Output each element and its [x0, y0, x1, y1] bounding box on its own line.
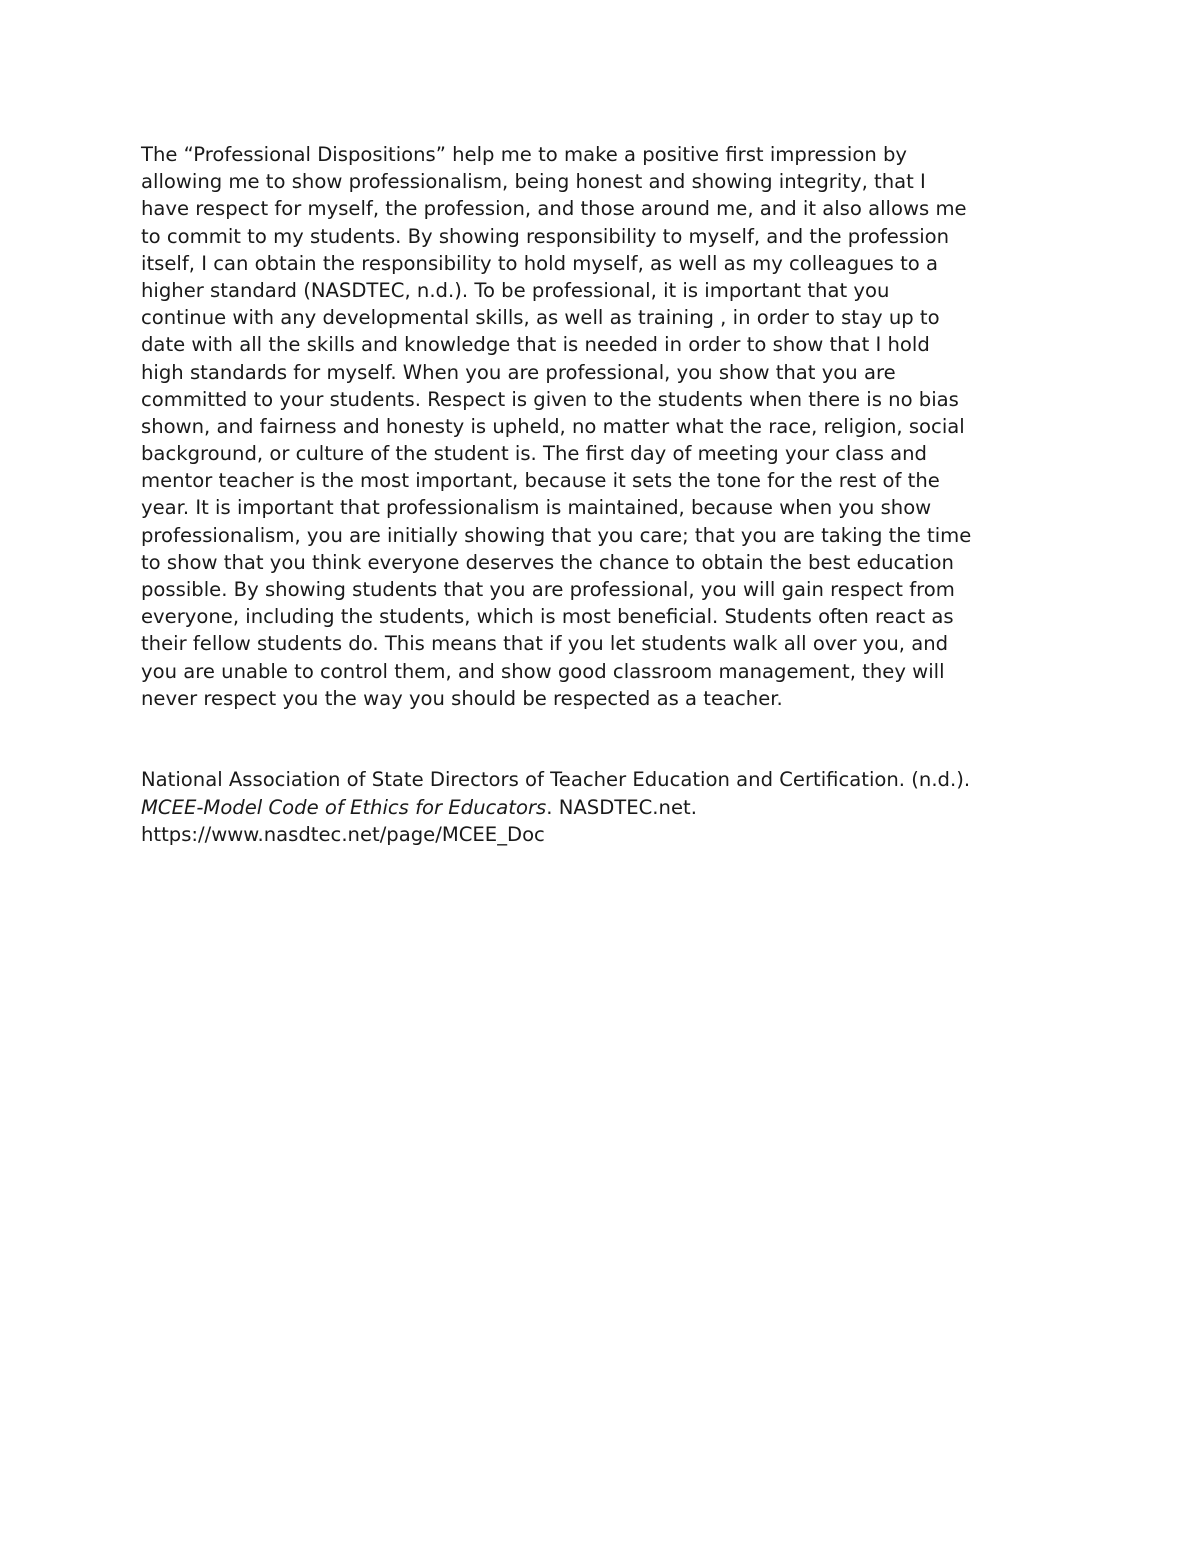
body-line: mentor teacher is the most important, because it sets the tone for the rest of the	[141, 469, 940, 493]
reference-url: https://www.nasdtec.net/page/MCEE_Doc	[141, 822, 545, 846]
reference-title: MCEE-Model Code of Ethics for Educators	[141, 795, 547, 819]
reference-title-line	[141, 794, 1061, 821]
reference-entry	[141, 766, 1061, 848]
body-line: itself, I can obtain the responsibility to hold myself, as well as my colleagues to a	[141, 251, 938, 275]
body-paragraph	[141, 141, 1061, 712]
body-line: The “Professional Dispositions” help me to make a positive first impression by	[141, 143, 908, 166]
body-line: shown, and fairness and honesty is upheld, no matter what the race, religion, social	[141, 414, 965, 438]
body-line: to show that you think everyone deserves the chance to obtain the best education	[141, 550, 954, 574]
body-line: higher standard (NASDTEC, n.d.). To be professional, it is important that you	[141, 278, 890, 302]
body-line: continue with any developmental skills, as well as training , in order to stay up to	[141, 306, 940, 330]
body-line: to commit to my students. By showing responsibility to myself, and the profession	[141, 224, 950, 248]
body-line: you are unable to control them, and show good classroom management, they will	[141, 659, 945, 683]
body-line: professionalism, you are initially showing that you care; that you are taking the time	[141, 523, 972, 547]
body-line: high standards for myself. When you are professional, you show that you are	[141, 360, 896, 384]
reference-author-line: National Association of State Directors of Teacher Education and Certification. (n.d.).	[141, 768, 971, 792]
body-line: allowing me to show professionalism, being honest and showing integrity, that I	[141, 170, 926, 194]
body-line: year. It is important that professionalism is maintained, because when you show	[141, 496, 932, 520]
body-line: everyone, including the students, which is most beneficial. Students often react as	[141, 605, 954, 629]
paragraph-spacer	[141, 712, 1061, 766]
body-line: date with all the skills and knowledge that is needed in order to show that I hold	[141, 333, 930, 357]
body-line: possible. By showing students that you are professional, you will gain respect from	[141, 578, 955, 601]
body-line: have respect for myself, the profession, and those around me, and it also allows me	[141, 197, 967, 221]
body-line: committed to your students. Respect is given to the students when there is no bias	[141, 387, 959, 411]
reference-publisher: . NASDTEC.net.	[546, 795, 697, 819]
document-content	[141, 141, 1061, 848]
body-line: their fellow students do. This means that if you let students walk all over you, and	[141, 632, 949, 656]
body-line: background, or culture of the student is. The first day of meeting your class and	[141, 442, 927, 466]
body-line: never respect you the way you should be respected as a teacher.	[141, 686, 783, 710]
